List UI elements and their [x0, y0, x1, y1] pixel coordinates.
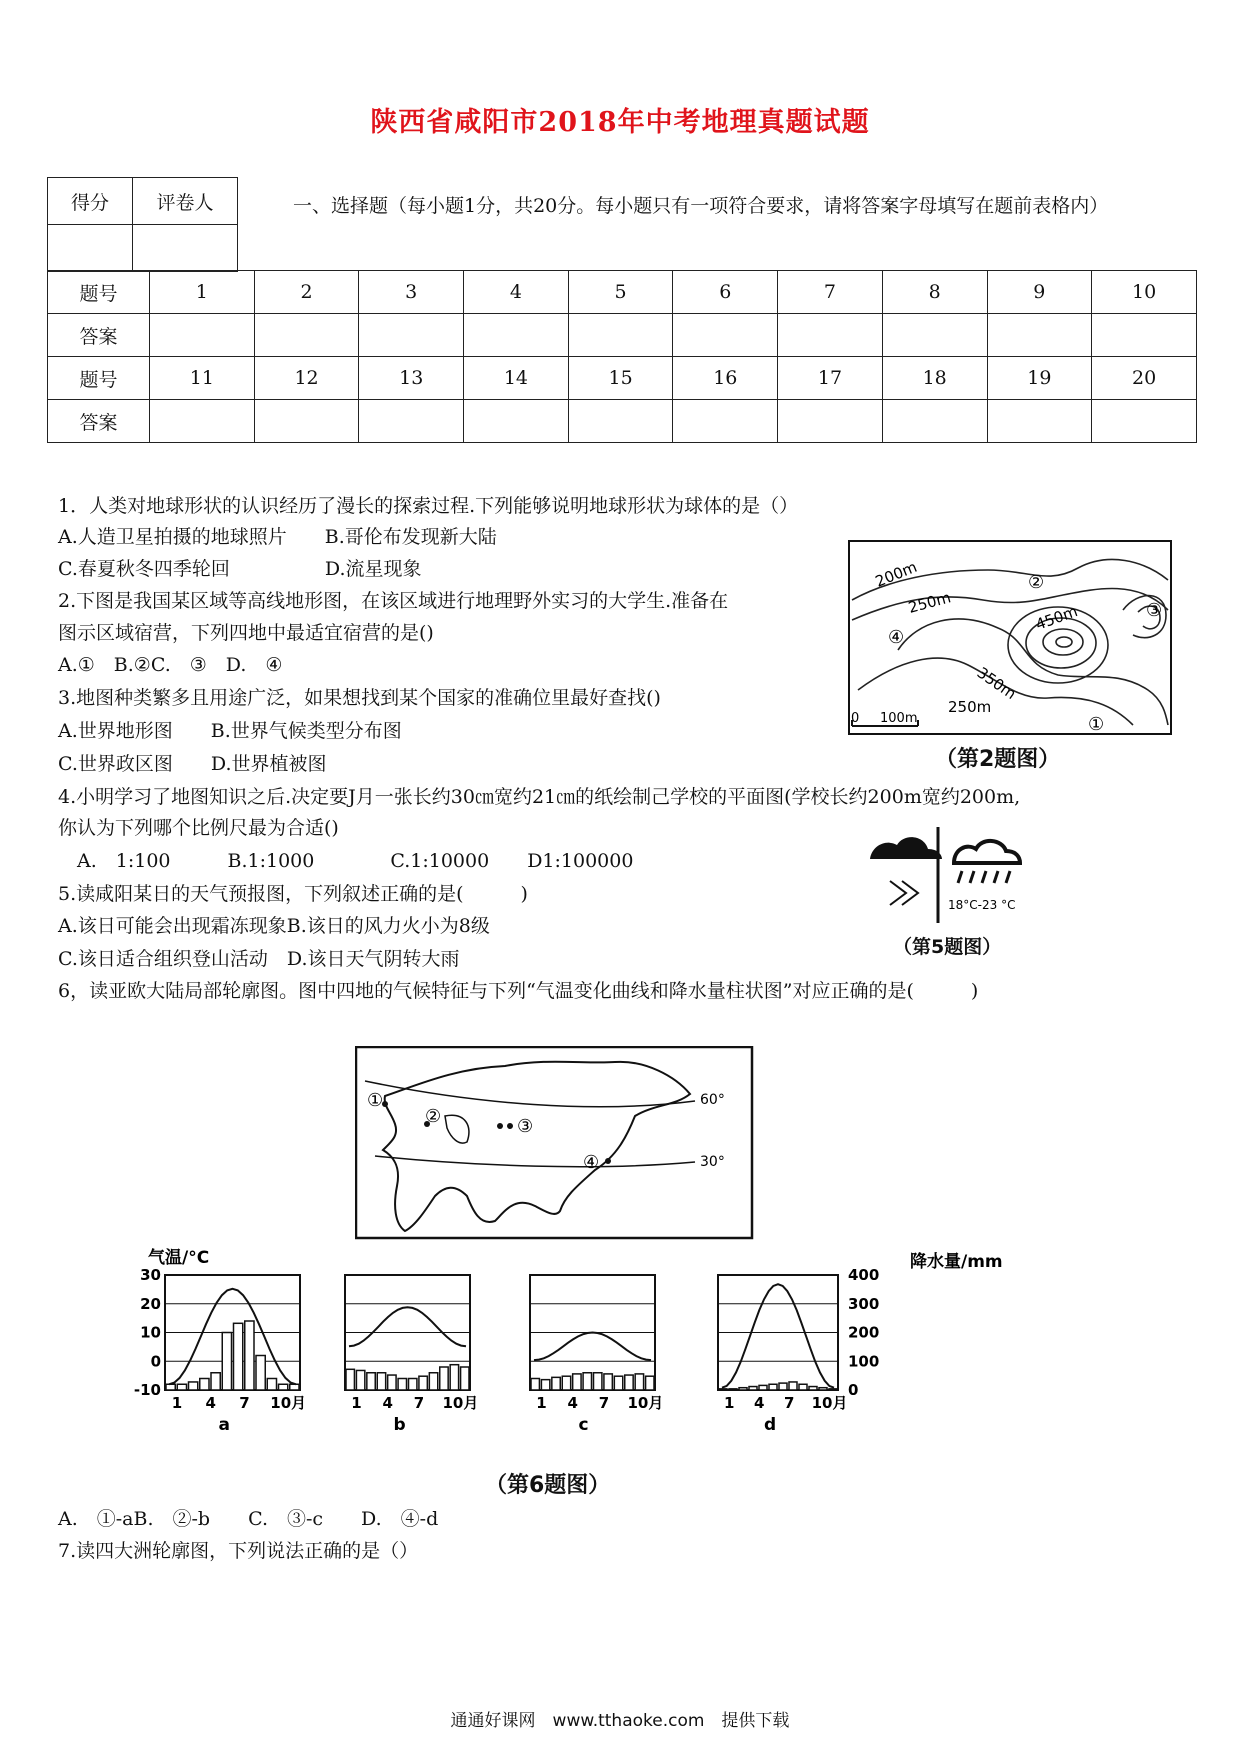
answer-cell[interactable]: [150, 314, 255, 357]
precipitation-bar: [729, 1389, 737, 1390]
wind-icon: [890, 881, 918, 905]
question-1: 1．人类对地球形状的认识经历了漫长的探索过程.下列能够说明地球形状为球体的是（）: [58, 495, 799, 517]
contour-label: 250m: [906, 588, 953, 617]
answer-cell[interactable]: [359, 314, 464, 357]
month-tick: 4: [382, 1394, 393, 1412]
rain-cloud-icon: [954, 841, 1020, 863]
precipitation-bar: [222, 1333, 231, 1391]
answer-cell[interactable]: [254, 314, 359, 357]
question-4-cont: 你认为下列哪个比例尺最为合适(): [58, 817, 339, 839]
precipitation-tick: 100: [848, 1352, 880, 1371]
precipitation-bar: [614, 1376, 622, 1390]
precipitation-bar: [356, 1370, 364, 1390]
precipitation-bar: [759, 1385, 767, 1390]
question-number-cell: 13: [359, 357, 464, 400]
question-number-cell: 15: [568, 357, 673, 400]
precipitation-bar: [719, 1389, 727, 1390]
precipitation-bar: [419, 1376, 427, 1390]
month-tick: 7: [413, 1394, 425, 1412]
precipitation-bar: [429, 1373, 437, 1390]
precipitation-bar: [367, 1373, 375, 1390]
point-4-label: ④: [888, 627, 905, 648]
question-5-options-cd: C.该日适合组织登山活动 D.该日天气阴转大雨: [58, 948, 460, 970]
question-3-options-ab: A.世界地形图 B.世界气候类型分布图: [58, 720, 402, 742]
eurasia-map-figure: [355, 1046, 755, 1241]
contour-map-figure: [848, 540, 1172, 735]
precipitation-bar: [409, 1379, 417, 1391]
precipitation-bar: [604, 1374, 612, 1390]
answer-cell[interactable]: [882, 400, 987, 443]
chart-label: c: [578, 1415, 589, 1435]
answer-cell[interactable]: [464, 314, 569, 357]
latitude-30-label: 30°: [700, 1154, 725, 1170]
month-tick: 10月: [270, 1394, 307, 1412]
question-number-cell: 19: [987, 357, 1092, 400]
chart-label: a: [218, 1415, 230, 1435]
point-3-label: ③: [1146, 600, 1163, 621]
precipitation-bar: [200, 1379, 209, 1391]
precipitation-bar: [279, 1384, 288, 1390]
question-5: 5.读咸阳某日的天气预报图，下列叙述正确的是( ): [58, 883, 528, 905]
question-6: 6，读亚欧大陆局部轮廓图。图中四地的气候特征与下列“气温变化曲线和降水量柱状图”对应正确的是( ): [58, 980, 979, 1002]
question-4: 4.小明学习了地图知识之后.决定要J月一张长约30㎝宽约21㎝的纸绘制己学校的平面图(学校长约200m宽约200m,: [58, 786, 1021, 808]
question-3-options-cd: C.世界政区图 D.世界植被图: [58, 753, 327, 775]
question-number-cell: 4: [464, 271, 569, 314]
question-number-cell: 20: [1092, 357, 1197, 400]
precipitation-bar: [440, 1367, 448, 1390]
grader-header: 评卷人: [133, 178, 238, 225]
answer-cell[interactable]: [778, 314, 883, 357]
precipitation-bar: [562, 1376, 570, 1390]
answer-cell[interactable]: [987, 314, 1092, 357]
temperature-tick: 30: [140, 1266, 161, 1284]
precipitation-bar: [177, 1384, 186, 1390]
chart-label: b: [393, 1415, 406, 1435]
answer-cell[interactable]: [1092, 314, 1197, 357]
question-3: 3.地图种类繁多且用途广泛，如果想找到某个国家的准确位里最好查找(): [58, 687, 661, 709]
temperature-tick: 20: [140, 1294, 161, 1313]
question-number-cell: 11: [150, 357, 255, 400]
point-2-label: ②: [1028, 572, 1045, 593]
month-tick: 7: [598, 1394, 610, 1412]
question-number-cell: 17: [778, 357, 883, 400]
scale-label: 100m: [880, 711, 918, 726]
question-6-options: A. ①-aB. ②-b C. ③-c D. ④-d: [58, 1508, 439, 1530]
precipitation-tick: 400: [848, 1266, 880, 1284]
question-1-options-cd: C.春夏秋冬四季轮回 D.流星现象: [58, 558, 422, 580]
scale-zero: 0: [851, 711, 860, 726]
temperature-range: 18°C-23 °C: [948, 898, 1016, 912]
precipitation-tick: 0: [848, 1381, 859, 1399]
question-number-cell: 7: [778, 271, 883, 314]
precipitation-tick: 300: [848, 1294, 880, 1313]
precipitation-bar: [189, 1382, 198, 1390]
month-tick: 1: [536, 1394, 547, 1412]
page-footer: 通通好课网 www.tthaoke.com 提供下载: [450, 1711, 790, 1731]
question-2: 2.下图是我国某区域等高线地形图，在该区域进行地理野外实习的大学生.准备在: [58, 590, 729, 612]
question-number-cell: 3: [359, 271, 464, 314]
precipitation-bar: [166, 1384, 175, 1390]
page-title: 陕西省咸阳市2018年中考地理真题试题: [370, 107, 870, 138]
question-number-cell: 6: [673, 271, 778, 314]
month-tick: 4: [205, 1394, 216, 1412]
question-number-cell: 10: [1092, 271, 1197, 314]
temperature-axis-label: 气温/°C: [148, 1248, 210, 1268]
precipitation-bar: [346, 1369, 354, 1390]
map-point-1: ①: [367, 1090, 384, 1111]
month-tick: 4: [567, 1394, 578, 1412]
question-number-cell: 8: [882, 271, 987, 314]
question-number-cell: 14: [464, 357, 569, 400]
precipitation-bar: [450, 1365, 458, 1390]
precipitation-bar: [398, 1379, 406, 1391]
climate-charts-figure: [130, 1245, 1050, 1455]
month-tick: 1: [171, 1394, 183, 1412]
answer-cell[interactable]: [882, 314, 987, 357]
precipitation-bar: [211, 1373, 220, 1390]
precipitation-bar: [819, 1388, 827, 1390]
grader-cell[interactable]: [133, 225, 238, 272]
question-number-cell: 18: [882, 357, 987, 400]
map-point-2: ②: [425, 1106, 442, 1127]
precipitation-bar: [234, 1323, 243, 1390]
month-tick: 7: [239, 1394, 250, 1412]
answer-cell[interactable]: [464, 400, 569, 443]
answer-cell[interactable]: [359, 400, 464, 443]
contour-label: 350m: [973, 663, 1020, 704]
month-tick: 10月: [627, 1394, 664, 1412]
month-tick: 4: [754, 1394, 765, 1412]
map-point-3: ③: [517, 1116, 534, 1137]
question-2-options: A.① B.②C. ③ D. ④: [58, 654, 283, 676]
temperature-tick: -10: [133, 1381, 161, 1399]
precipitation-bar: [461, 1367, 469, 1390]
answer-cell[interactable]: [673, 400, 778, 443]
precipitation-bar: [625, 1375, 633, 1390]
weather-forecast-figure: [862, 825, 1042, 930]
question-1-options-ab: A.人造卫星拍摄的地球照片 B.哥伦布发现新大陆: [58, 526, 497, 548]
question-number-cell: 2: [254, 271, 359, 314]
question-number-cell: 12: [254, 357, 359, 400]
section-instructions: 一、选择题（每小题1分，共20分。每小题只有一项符合要求，请将答案字母填写在题前表格内）: [293, 195, 1109, 217]
temperature-tick: 0: [150, 1352, 161, 1371]
precipitation-bar: [829, 1389, 837, 1390]
latitude-60-label: 60°: [700, 1092, 725, 1108]
heavy-rain-icon: [958, 871, 1010, 883]
precipitation-bar: [809, 1387, 817, 1390]
month-tick: 7: [784, 1394, 795, 1412]
month-tick: 10月: [442, 1394, 479, 1412]
month-tick: 1: [724, 1394, 735, 1412]
answer-table: [47, 270, 1197, 443]
precipitation-bar: [256, 1356, 265, 1391]
temperature-tick: 10: [140, 1323, 161, 1342]
precipitation-bar: [541, 1380, 549, 1390]
point-1-label: ①: [1088, 714, 1105, 735]
chart-label: d: [764, 1415, 777, 1435]
precipitation-bar: [245, 1321, 254, 1390]
question-number-cell: 9: [987, 271, 1092, 314]
row-label: 答案: [48, 314, 150, 357]
figure-6-caption: （第6题图）: [485, 1473, 611, 1498]
score-header: 得分: [48, 178, 133, 225]
question-7: 7.读四大洲轮廓图，下列说法正确的是（）: [58, 1540, 419, 1562]
contour-label: 450m: [1033, 602, 1081, 634]
precipitation-bar: [573, 1374, 581, 1390]
precipitation-bar: [789, 1382, 797, 1390]
question-2-cont: 图示区域宿营，下列四地中最适宜宿营的是(): [58, 622, 434, 644]
precipitation-bar: [739, 1388, 747, 1390]
precipitation-axis-label: 降水量/mm: [910, 1252, 1003, 1272]
answer-cell[interactable]: [568, 314, 673, 357]
answer-cell[interactable]: [150, 400, 255, 443]
question-number-cell: 16: [673, 357, 778, 400]
precipitation-bar: [779, 1383, 787, 1390]
precipitation-bar: [290, 1384, 299, 1390]
month-tick: 10月: [811, 1394, 848, 1412]
question-number-cell: 1: [150, 271, 255, 314]
row-label: 题号: [48, 357, 150, 400]
precipitation-bar: [267, 1379, 276, 1391]
question-number-cell: 5: [568, 271, 673, 314]
question-5-options-ab: A.该日可能会出现霜冻现象B.该日的风力火小为8级: [58, 915, 490, 937]
figure-5-caption: （第5题图）: [893, 936, 1002, 958]
cloudy-icon: [870, 837, 942, 859]
precipitation-bar: [552, 1377, 560, 1390]
precipitation-bar: [377, 1373, 385, 1390]
precipitation-bar: [749, 1387, 757, 1390]
precipitation-tick: 200: [848, 1323, 880, 1342]
month-tick: 1: [351, 1394, 362, 1412]
answer-cell[interactable]: [987, 400, 1092, 443]
contour-label: 200m: [872, 557, 920, 591]
precipitation-bar: [583, 1373, 591, 1390]
precipitation-bar: [531, 1379, 539, 1391]
answer-cell[interactable]: [673, 314, 778, 357]
figure-2-caption: （第2题图）: [935, 747, 1061, 772]
precipitation-bar: [594, 1373, 602, 1390]
precipitation-bar: [635, 1374, 643, 1390]
map-point-4: ④: [583, 1152, 600, 1173]
answer-cell[interactable]: [568, 400, 673, 443]
precipitation-bar: [646, 1376, 654, 1390]
answer-cell[interactable]: [1092, 400, 1197, 443]
answer-cell[interactable]: [254, 400, 359, 443]
eurasia-map-border: [356, 1047, 752, 1238]
score-table: [47, 177, 238, 272]
row-label: 答案: [48, 400, 150, 443]
precipitation-bar: [388, 1375, 396, 1390]
contour-label: 250m: [948, 698, 992, 716]
question-4-options: A. 1:100 B.1:1000 C.1:10000 D1:100000: [58, 850, 634, 872]
answer-cell[interactable]: [778, 400, 883, 443]
precipitation-bar: [769, 1384, 777, 1390]
precipitation-bar: [799, 1384, 807, 1390]
score-cell[interactable]: [48, 225, 133, 272]
row-label: 题号: [48, 271, 150, 314]
